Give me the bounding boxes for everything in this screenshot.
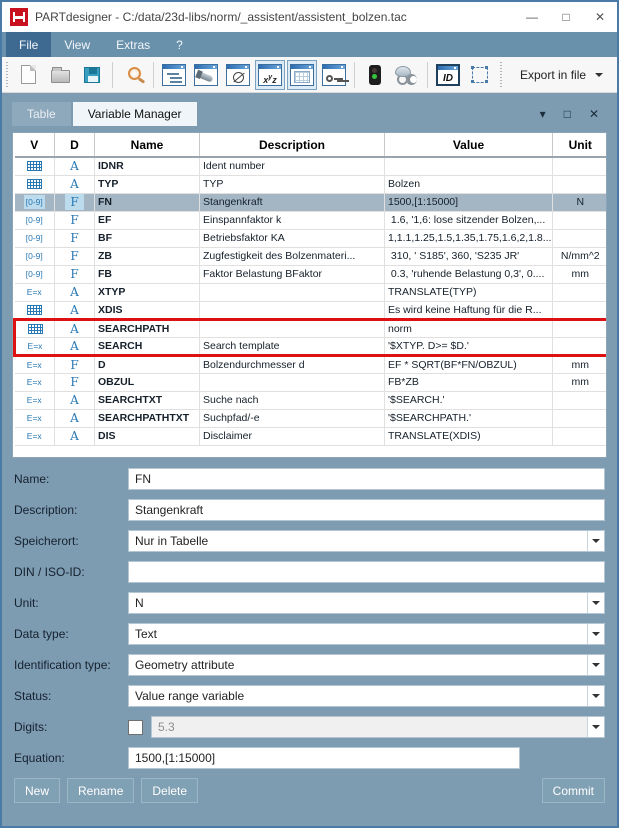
digits-dropdown-arrow[interactable] bbox=[587, 717, 604, 737]
sketch-view-icon[interactable] bbox=[223, 60, 253, 90]
form-row-din-iso-id bbox=[14, 561, 605, 583]
status-dropdown-arrow[interactable] bbox=[587, 686, 604, 706]
form-row-description bbox=[14, 499, 605, 521]
table-row[interactable] bbox=[15, 373, 608, 391]
table-view-icon[interactable] bbox=[287, 60, 317, 90]
equation-icon: E=x bbox=[26, 359, 42, 370]
cell-description: Faktor Belastung BFaktor bbox=[200, 265, 385, 283]
cell-value: 1.6, '1,6: lose sitzender Bolzen,... bbox=[385, 211, 553, 229]
value-range-icon: [0-9] bbox=[25, 233, 43, 243]
label-data-type: Data type: bbox=[14, 627, 69, 641]
equation-icon: E=x bbox=[26, 377, 42, 387]
chevron-down-icon bbox=[595, 73, 603, 77]
column-header-unit[interactable]: Unit bbox=[553, 133, 608, 157]
cell-description bbox=[200, 283, 385, 301]
chevron-down-icon bbox=[592, 663, 600, 667]
table-row[interactable] bbox=[15, 229, 608, 247]
title-bar bbox=[2, 2, 617, 32]
chevron-down-icon bbox=[592, 632, 600, 636]
table-row[interactable] bbox=[15, 247, 608, 265]
unit-combobox[interactable] bbox=[128, 592, 605, 614]
table-row[interactable] bbox=[15, 211, 608, 229]
cell-description: Disclaimer bbox=[200, 427, 385, 445]
datatype-letter-icon: A bbox=[70, 177, 79, 191]
chevron-down-icon bbox=[592, 725, 600, 729]
window-controls bbox=[515, 2, 617, 32]
digits-value: 5.3 bbox=[158, 720, 175, 734]
cell-description: TYP bbox=[200, 175, 385, 193]
status-traffic-light-icon[interactable] bbox=[360, 60, 390, 90]
cell-name: FB bbox=[95, 265, 200, 283]
speicherort-combobox[interactable] bbox=[128, 530, 605, 552]
cell-value bbox=[385, 157, 553, 175]
cell-name: TYP bbox=[95, 175, 200, 193]
cell-name: ZB bbox=[95, 247, 200, 265]
cell-name: D bbox=[95, 355, 200, 373]
identification-type-combobox[interactable] bbox=[128, 654, 605, 676]
cell-unit bbox=[553, 229, 608, 247]
cell-description bbox=[200, 373, 385, 391]
cell-description: Einspannfaktor k bbox=[200, 211, 385, 229]
identification-type-dropdown-arrow[interactable] bbox=[587, 655, 604, 675]
datatype-letter-icon: F bbox=[70, 213, 79, 227]
cell-name: BF bbox=[95, 229, 200, 247]
datatype-letter-icon: F bbox=[70, 231, 79, 245]
datatype-letter-icon: F bbox=[65, 194, 83, 210]
cell-name: SEARCH bbox=[95, 337, 200, 355]
cell-name: SEARCHPATHTXT bbox=[95, 409, 200, 427]
column-header-value[interactable]: Value bbox=[385, 133, 553, 157]
form-row-data-type bbox=[14, 623, 605, 645]
tree-view-icon[interactable] bbox=[159, 60, 189, 90]
table-row[interactable] bbox=[15, 283, 608, 301]
tab-bar bbox=[12, 102, 607, 126]
open-file-icon[interactable] bbox=[45, 60, 75, 90]
equation-icon: E=x bbox=[26, 287, 42, 297]
table-row[interactable] bbox=[15, 427, 608, 445]
form-row-equation bbox=[14, 747, 605, 769]
cell-unit bbox=[553, 319, 608, 337]
datatype-letter-icon: A bbox=[70, 285, 79, 299]
toolbar-separator bbox=[427, 62, 428, 88]
digits-checkbox[interactable] bbox=[128, 720, 143, 735]
label-name: Name: bbox=[14, 472, 50, 486]
cell-name: SEARCHPATH bbox=[95, 319, 200, 337]
variable-form bbox=[2, 468, 617, 769]
value-range-icon: [0-9] bbox=[25, 269, 43, 279]
preview-3d-icon[interactable] bbox=[392, 60, 422, 90]
close-button[interactable]: ✕ bbox=[594, 10, 606, 24]
app-icon[interactable] bbox=[10, 8, 28, 26]
cell-value: '$SEARCH.' bbox=[385, 391, 553, 409]
cell-description: Suche nach bbox=[200, 391, 385, 409]
variable-table-container bbox=[12, 132, 607, 458]
data-type-value: Text bbox=[135, 627, 158, 641]
menu-file[interactable]: File bbox=[6, 32, 51, 57]
status-combobox[interactable] bbox=[128, 685, 605, 707]
cell-value: 0.3, 'ruhende Belastung 0,3', 0.... bbox=[385, 265, 553, 283]
chevron-down-icon bbox=[592, 601, 600, 605]
value-table-icon bbox=[26, 323, 45, 335]
tab-variable-manager[interactable]: Variable Manager bbox=[73, 102, 197, 126]
datatype-letter-icon: A bbox=[70, 411, 79, 425]
cell-unit: N/mm^2 bbox=[553, 247, 608, 265]
cell-unit bbox=[553, 391, 608, 409]
cell-value: 1,1.1,1.25,1.5,1.35,1.75,1.6,2,1.8... bbox=[385, 229, 553, 247]
cell-value: TRANSLATE(XDIS) bbox=[385, 427, 553, 445]
cell-name: DIS bbox=[95, 427, 200, 445]
speicherort-dropdown-arrow[interactable] bbox=[587, 531, 604, 551]
equation-icon: E=x bbox=[27, 340, 43, 351]
value-table-icon bbox=[25, 160, 44, 172]
label-unit: Unit: bbox=[14, 596, 39, 610]
table-row[interactable] bbox=[15, 409, 608, 427]
datatype-letter-icon: F bbox=[70, 357, 79, 372]
cell-description: Stangenkraft bbox=[200, 193, 385, 211]
cell-name: XTYP bbox=[95, 283, 200, 301]
cell-value: TRANSLATE(TYP) bbox=[385, 283, 553, 301]
toolbar-grip bbox=[498, 62, 504, 88]
cell-unit bbox=[553, 301, 608, 319]
label-equation: Equation: bbox=[14, 751, 65, 765]
cell-description: Zugfestigkeit des Bolzenmateri... bbox=[200, 247, 385, 265]
new-button[interactable]: New bbox=[14, 778, 60, 803]
data-type-dropdown-arrow[interactable] bbox=[587, 624, 604, 644]
cell-unit: N bbox=[553, 193, 608, 211]
cell-description: Bolzendurchmesser d bbox=[200, 355, 385, 373]
cell-name: FN bbox=[95, 193, 200, 211]
cell-description: Ident number bbox=[200, 157, 385, 175]
datatype-letter-icon: A bbox=[70, 338, 79, 353]
cell-value: '$XTYP. D>= $D.' bbox=[385, 337, 553, 355]
key-view-icon[interactable] bbox=[319, 60, 349, 90]
search-icon[interactable] bbox=[118, 60, 148, 90]
digits-combobox[interactable] bbox=[151, 716, 605, 738]
cell-name: SEARCHTXT bbox=[95, 391, 200, 409]
status-value: Value range variable bbox=[135, 689, 245, 703]
label-speicherort: Speicherort: bbox=[14, 534, 79, 548]
cell-unit: mm bbox=[553, 373, 608, 391]
column-header-name[interactable]: Name bbox=[95, 133, 200, 157]
form-row-speicherort bbox=[14, 530, 605, 552]
cell-unit bbox=[553, 337, 608, 355]
datatype-letter-icon: A bbox=[70, 429, 79, 443]
value-range-icon: [0-9] bbox=[25, 215, 43, 225]
form-row-digits bbox=[14, 716, 605, 738]
cell-value: 1500,[1:15000] bbox=[385, 193, 553, 211]
menu-bar bbox=[2, 32, 617, 57]
cell-value: EF * SQRT(BF*FN/OBZUL) bbox=[385, 355, 553, 373]
value-range-icon: [0-9] bbox=[25, 197, 43, 207]
cell-value: 310, ' S185', 360, 'S235 JR' bbox=[385, 247, 553, 265]
commit-button[interactable]: Commit bbox=[542, 778, 605, 803]
cell-value: '$SEARCHPATH.' bbox=[385, 409, 553, 427]
table-row[interactable] bbox=[15, 157, 608, 175]
unit-value: N bbox=[135, 596, 144, 610]
cell-description: Search template bbox=[200, 337, 385, 355]
pane-maximize-button[interactable]: □ bbox=[563, 107, 571, 121]
table-row[interactable] bbox=[15, 301, 608, 319]
variable-manager-view-icon[interactable]: $x^yz$ bbox=[255, 60, 285, 90]
selection-frame-icon[interactable] bbox=[465, 60, 495, 90]
datatype-letter-icon: A bbox=[70, 321, 79, 336]
equation-icon: E=x bbox=[26, 431, 42, 441]
window-title: PARTdesigner - C:/data/23d-libs/norm/_assistent/assistent_bolzen.tac bbox=[35, 10, 407, 24]
description-input[interactable] bbox=[128, 499, 605, 521]
value-range-icon: [0-9] bbox=[25, 251, 43, 261]
form-row-unit bbox=[14, 592, 605, 614]
cell-unit: mm bbox=[553, 265, 608, 283]
pane-dropdown-button[interactable]: ▾ bbox=[539, 107, 546, 121]
table-row[interactable] bbox=[15, 175, 608, 193]
table-row[interactable] bbox=[15, 391, 608, 409]
equation-icon: E=x bbox=[26, 413, 42, 423]
chevron-down-icon bbox=[592, 539, 600, 543]
datatype-letter-icon: A bbox=[70, 302, 79, 317]
form-row-identification-type bbox=[14, 654, 605, 676]
cell-name: XDIS bbox=[95, 301, 200, 319]
datatype-letter-icon: F bbox=[70, 267, 79, 281]
cell-value: norm bbox=[385, 319, 553, 337]
export-in-file-label: Export in file bbox=[520, 67, 587, 82]
toolbar-separator bbox=[153, 62, 154, 88]
table-row[interactable] bbox=[15, 319, 608, 337]
maximize-button[interactable]: □ bbox=[562, 10, 570, 24]
tab-table[interactable]: Table bbox=[12, 102, 71, 126]
part-view-icon[interactable] bbox=[191, 60, 221, 90]
identification-type-value: Geometry attribute bbox=[135, 658, 235, 672]
cell-unit bbox=[553, 175, 608, 193]
cell-value: Bolzen bbox=[385, 175, 553, 193]
label-status: Status: bbox=[14, 689, 52, 703]
table-row[interactable] bbox=[15, 193, 608, 211]
cell-unit bbox=[553, 211, 608, 229]
datatype-letter-icon: A bbox=[70, 159, 79, 174]
cell-name: OBZUL bbox=[95, 373, 200, 391]
rename-button[interactable]: Rename bbox=[67, 778, 134, 803]
cell-description bbox=[200, 319, 385, 337]
column-header-d[interactable]: D bbox=[55, 133, 95, 157]
cell-value: Es wird keine Haftung für die R... bbox=[385, 301, 553, 319]
column-header-v[interactable]: V bbox=[15, 133, 55, 157]
toolbar-grip bbox=[4, 62, 10, 88]
label-description: Description: bbox=[14, 503, 78, 517]
data-type-combobox[interactable] bbox=[128, 623, 605, 645]
form-row-name bbox=[14, 468, 605, 490]
table-row[interactable] bbox=[15, 337, 608, 355]
datatype-letter-icon: F bbox=[70, 249, 79, 263]
table-row[interactable] bbox=[15, 265, 608, 283]
pane-close-button[interactable]: ✕ bbox=[588, 107, 599, 121]
cell-name: IDNR bbox=[95, 157, 200, 175]
footer-buttons bbox=[14, 778, 605, 803]
export-in-file-button[interactable] bbox=[512, 64, 611, 86]
cell-unit bbox=[553, 157, 608, 175]
new-file-icon[interactable] bbox=[13, 60, 43, 90]
chevron-down-icon bbox=[592, 694, 600, 698]
id-view-icon[interactable]: ID bbox=[433, 60, 463, 90]
cell-unit: mm bbox=[553, 355, 608, 373]
din-iso-id-input[interactable] bbox=[128, 561, 605, 583]
value-table-icon bbox=[25, 304, 44, 316]
name-input[interactable] bbox=[128, 468, 605, 490]
delete-button[interactable]: Delete bbox=[141, 778, 198, 803]
minimize-button[interactable]: — bbox=[526, 10, 538, 24]
toolbar bbox=[2, 57, 617, 93]
cell-unit bbox=[553, 409, 608, 427]
label-digits: Digits: bbox=[14, 720, 48, 734]
cell-description: Suchpfad/-e bbox=[200, 409, 385, 427]
menu-extras[interactable]: Extras bbox=[116, 37, 151, 52]
cell-unit bbox=[553, 427, 608, 445]
cell-description: Betriebsfaktor KA bbox=[200, 229, 385, 247]
label-din-iso-id: DIN / ISO-ID: bbox=[14, 565, 85, 579]
pane-controls bbox=[540, 102, 607, 126]
variable-table bbox=[13, 133, 607, 446]
toolbar-separator bbox=[112, 62, 113, 88]
save-icon[interactable] bbox=[77, 60, 107, 90]
toolbar-separator bbox=[354, 62, 355, 88]
datatype-letter-icon: A bbox=[70, 393, 79, 407]
menu-help[interactable]: ? bbox=[176, 37, 183, 52]
form-row-status bbox=[14, 685, 605, 707]
cell-name: EF bbox=[95, 211, 200, 229]
label-identification-type: Identification type: bbox=[14, 658, 111, 672]
menu-view[interactable]: View bbox=[64, 37, 91, 52]
speicherort-value: Nur in Tabelle bbox=[135, 534, 209, 548]
equation-icon: E=x bbox=[26, 395, 42, 405]
unit-dropdown-arrow[interactable] bbox=[587, 593, 604, 613]
table-row[interactable] bbox=[15, 355, 608, 373]
equation-input[interactable] bbox=[128, 747, 520, 769]
value-table-icon bbox=[25, 178, 44, 190]
column-header-description[interactable]: Description bbox=[200, 133, 385, 157]
cell-unit bbox=[553, 283, 608, 301]
cell-description bbox=[200, 301, 385, 319]
datatype-letter-icon: F bbox=[70, 375, 79, 389]
cell-value: FB*ZB bbox=[385, 373, 553, 391]
